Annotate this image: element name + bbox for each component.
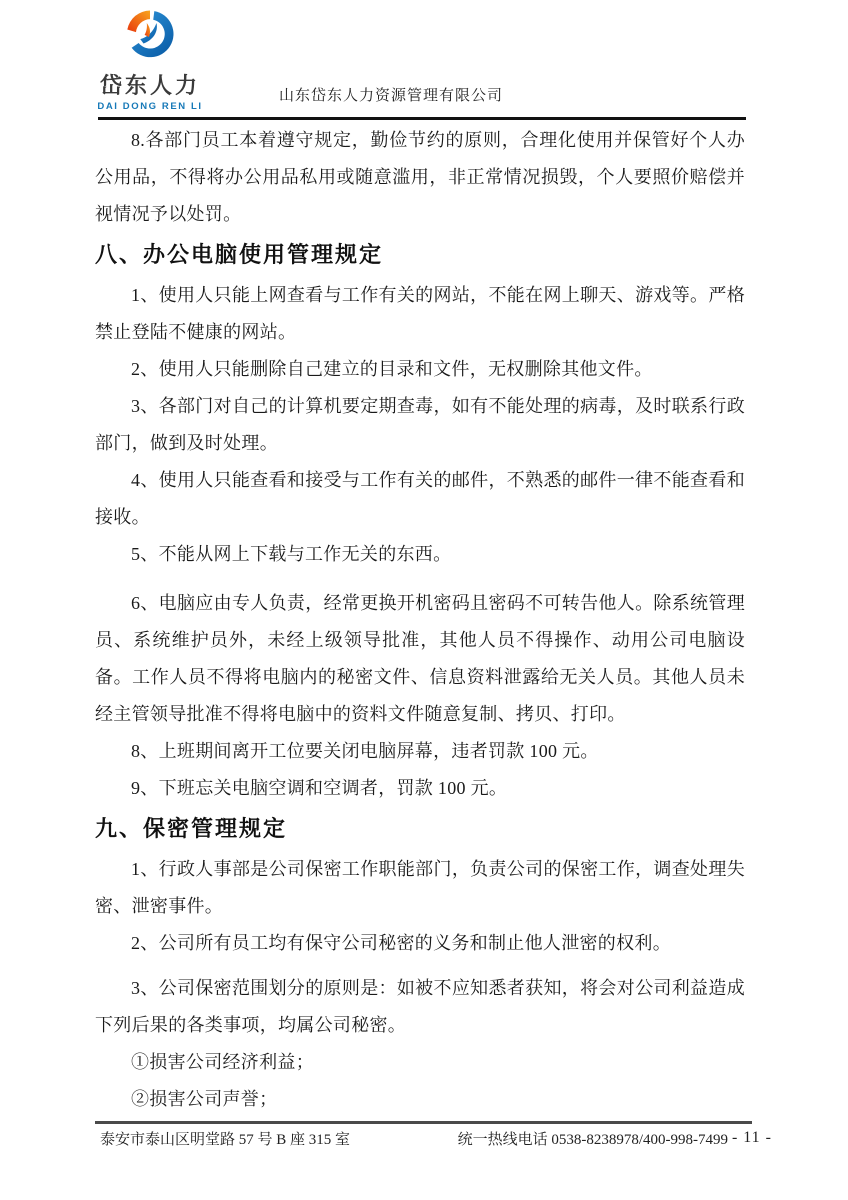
rule-item: 8、上班期间离开工位要关闭电脑屏幕，违者罚款 100 元。 [131,741,599,761]
rule-item: 9、下班忘关电脑空调和空调者，罚款 100 元。 [131,778,508,798]
page-number: - 11 - [731,1129,772,1146]
rule-item: 1、使用人只能上网查看与工作有关的网站，不能在网上聊天、游戏等。严格禁止登陆不健康的网站。 [95,285,745,342]
logo-en-text: DAI DONG REN LI [97,101,203,112]
section-heading-confidentiality-rules: 九、保密管理规定 [95,816,288,841]
company-name: 山东岱东人力资源管理有限公司 [278,88,503,104]
section-heading-computer-rules: 八、办公电脑使用管理规定 [95,242,384,267]
paragraph-office-supplies: 8.各部门员工本着遵守规定，勤俭节约的原则，合理化使用并保管好个人办公用品，不得将办公用品私用或随意滥用，非正常情况损毁，个人要照价赔偿并视情况予以处罚。 [95,130,745,224]
header-divider [98,117,746,120]
document-body [95,122,745,1118]
logo-cn-text: 岱东人力 [99,73,200,98]
rule-item: 3、各部门对自己的计算机要定期查毒，如有不能处理的病毒，及时联系行政部门，做到及时处理。 [95,396,745,453]
rule-item: 5、不能从网上下载与工作无关的东西。 [131,544,452,564]
rule-subitem: ②损害公司声誉； [131,1089,278,1109]
rule-item: 1、行政人事部是公司保密工作职能部门，负责公司的保密工作，调查处理失密、泄密事件。 [95,859,745,916]
rule-item: 4、使用人只能查看和接受与工作有关的邮件，不熟悉的邮件一律不能查看和接收。 [95,470,745,527]
footer-address: 泰安市泰山区明堂路 57 号 B 座 315 室 [100,1132,351,1148]
logo-swirl-icon [123,6,177,68]
rule-item: 6、电脑应由专人负责，经常更换开机密码且密码不可转告他人。除系统管理员、系统维护员外，未经上级领导批准，其他人员不得操作、动用公司电脑设备。工作人员不得将电脑内的秘密文件、信息资料泄露给无关人员。其他人员未经主管领导批准不得将电脑中的资料文件随意复制、拷贝、打印。 [95,593,745,724]
rule-subitem: ①损害公司经济利益； [131,1052,314,1072]
rule-item: 2、公司所有员工均有保守公司秘密的义务和制止他人泄密的权利。 [131,933,671,953]
rule-item: 2、使用人只能删除自己建立的目录和文件，无权删除其他文件。 [131,359,653,379]
footer-hotline: 统一热线电话 0538-8238978/400-998-7499 [457,1132,728,1148]
footer-divider [95,1121,752,1124]
rule-item: 3、公司保密范围划分的原则是：如被不应知悉者获知，将会对公司利益造成下列后果的各类事项，均属公司秘密。 [95,978,745,1035]
